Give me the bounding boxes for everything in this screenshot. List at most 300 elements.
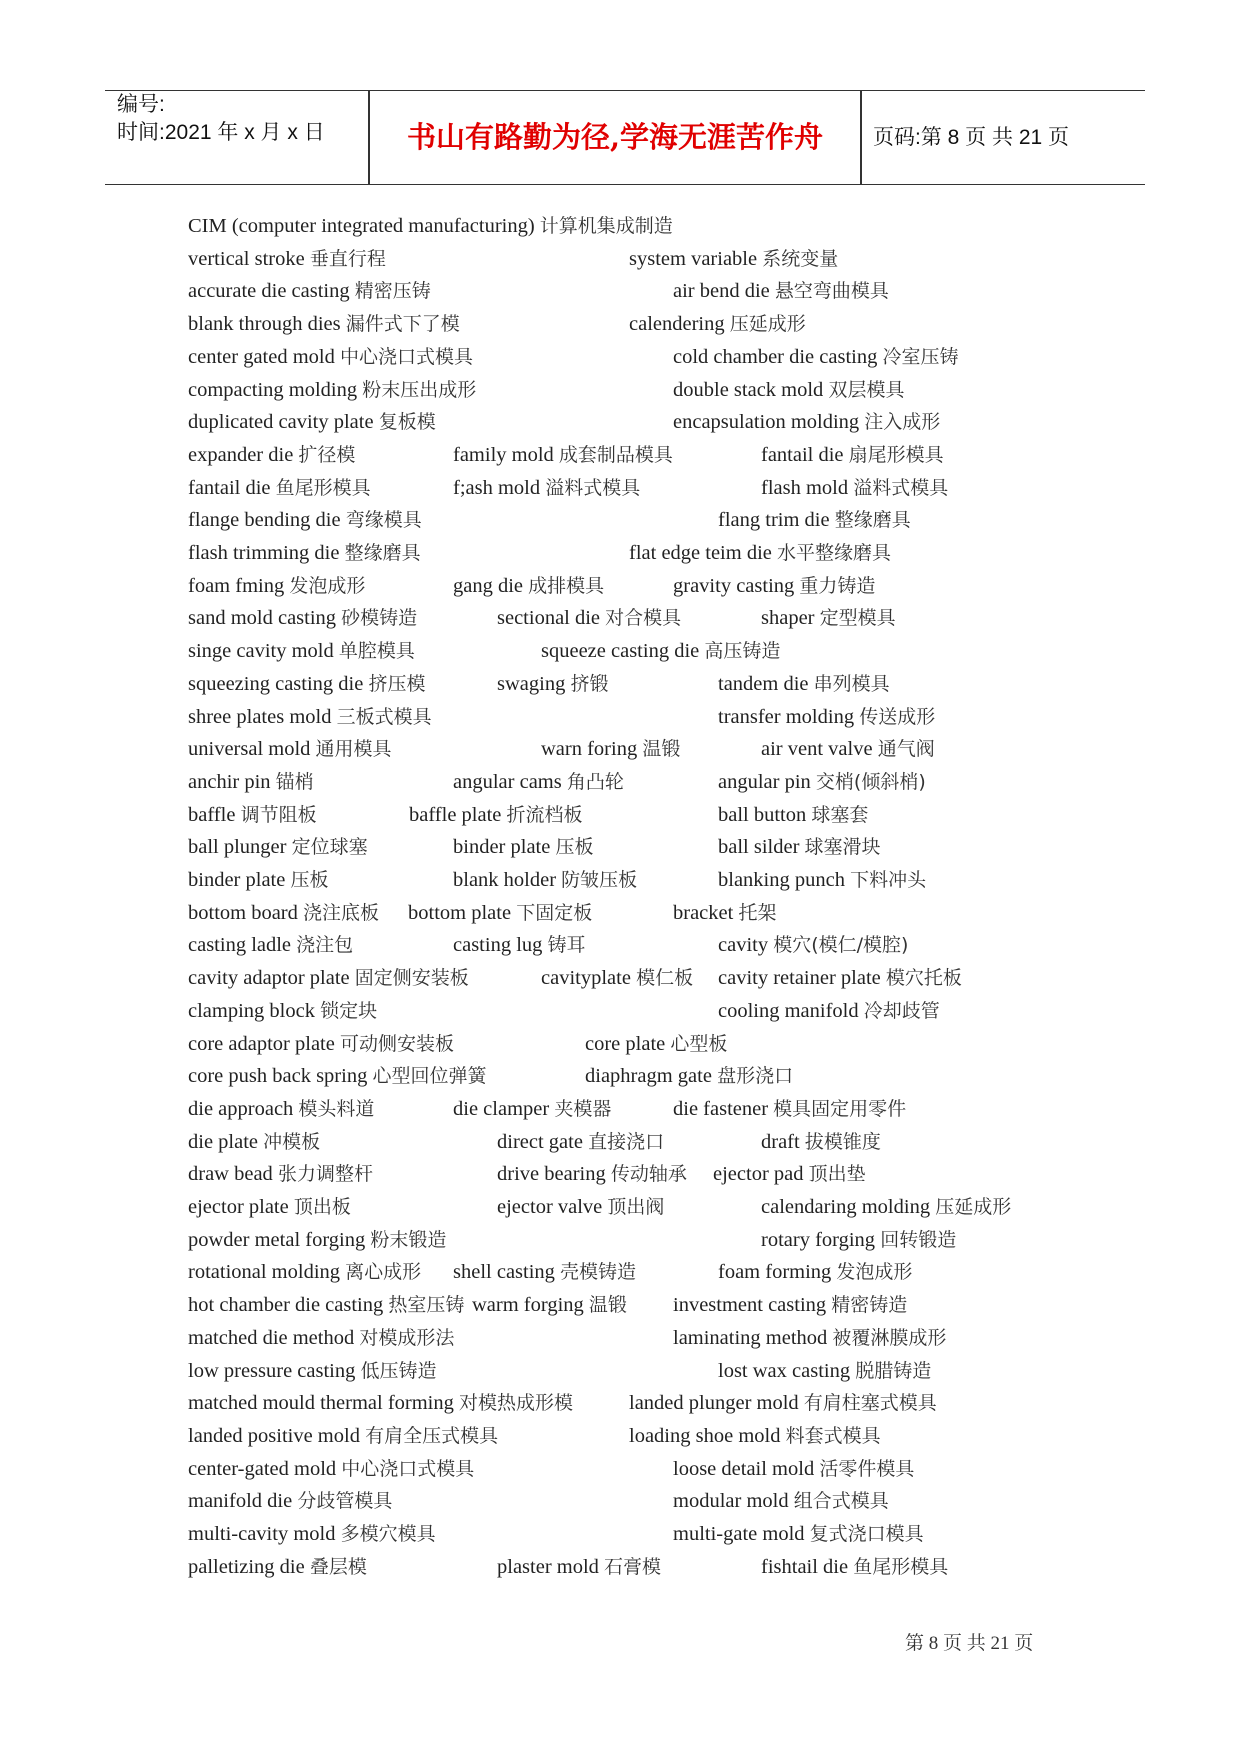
glossary-term bbox=[541, 636, 780, 666]
glossary-term bbox=[188, 1323, 454, 1353]
term-chinese: 复板模 bbox=[378, 411, 436, 434]
term-english: laminating method bbox=[673, 1326, 828, 1349]
glossary-term bbox=[188, 505, 422, 535]
term-english: family mold bbox=[453, 443, 554, 466]
term-english: drive bearing bbox=[497, 1163, 606, 1186]
term-chinese: 定位球塞 bbox=[291, 836, 368, 859]
term-chinese: 脱腊铸造 bbox=[855, 1359, 932, 1382]
glossary-term bbox=[188, 636, 415, 666]
term-chinese: 叠层模 bbox=[309, 1555, 367, 1578]
glossary-term bbox=[541, 734, 680, 764]
glossary-term bbox=[673, 342, 959, 372]
footer-page-number: 第 8 页 共 21 页 bbox=[905, 1633, 1034, 1654]
term-chinese: 双层模具 bbox=[828, 378, 905, 401]
glossary-term bbox=[629, 1421, 881, 1451]
glossary-term bbox=[761, 440, 944, 470]
glossary-term bbox=[629, 1388, 937, 1418]
term-chinese: 中心浇口式模具 bbox=[339, 345, 473, 368]
term-chinese: 通用模具 bbox=[315, 738, 392, 761]
term-chinese: 球塞套 bbox=[811, 803, 869, 826]
term-english: ejector pad bbox=[713, 1163, 804, 1186]
glossary-term bbox=[673, 1519, 924, 1549]
term-english: singe cavity mold bbox=[188, 640, 334, 663]
glossary-term bbox=[188, 1454, 474, 1484]
glossary-term bbox=[188, 603, 417, 633]
glossary-term bbox=[673, 276, 889, 306]
term-english: cooling manifold bbox=[718, 999, 859, 1022]
term-english: loose detail mold bbox=[673, 1457, 815, 1480]
term-english: blank through dies bbox=[188, 313, 341, 336]
glossary-term bbox=[497, 1159, 687, 1189]
term-english: matched die method bbox=[188, 1326, 355, 1349]
header-motto: 书山有路勤为径,学海无涯苦作舟 bbox=[406, 120, 824, 154]
term-english: tandem die bbox=[718, 672, 809, 695]
term-english: ball button bbox=[718, 803, 807, 826]
term-chinese: 压延成形 bbox=[729, 313, 806, 336]
term-chinese: 复式浇口模具 bbox=[809, 1523, 924, 1545]
term-chinese: 热室压铸 bbox=[388, 1294, 465, 1317]
glossary-term bbox=[497, 603, 681, 633]
term-english: fishtail die bbox=[761, 1555, 849, 1578]
glossary-term bbox=[541, 963, 693, 993]
term-chinese: 挤锻 bbox=[570, 672, 609, 695]
term-chinese: 可动侧安装板 bbox=[339, 1032, 454, 1055]
glossary-term bbox=[713, 1159, 866, 1189]
term-english: baffle plate bbox=[409, 803, 502, 826]
term-chinese: 注入成形 bbox=[864, 411, 941, 434]
term-chinese: 精密压铸 bbox=[354, 280, 431, 303]
term-english: bracket bbox=[673, 901, 734, 924]
term-chinese: 低压铸造 bbox=[360, 1359, 437, 1382]
term-english: squeeze casting die bbox=[541, 640, 700, 663]
page-header bbox=[105, 90, 1145, 185]
term-english: modular mold bbox=[673, 1490, 789, 1513]
glossary-term bbox=[188, 898, 379, 928]
term-chinese: 回转锻造 bbox=[880, 1228, 957, 1251]
term-chinese: 壳模铸造 bbox=[560, 1261, 637, 1284]
term-english: cavity bbox=[718, 934, 769, 957]
term-english: investment casting bbox=[673, 1294, 827, 1317]
glossary-term bbox=[188, 1159, 373, 1189]
term-english: cavity retainer plate bbox=[718, 967, 881, 990]
term-english: die plate bbox=[188, 1130, 259, 1153]
term-english: squeezing casting die bbox=[188, 672, 364, 695]
term-english: multi-cavity mold bbox=[188, 1523, 336, 1545]
term-english: f;ash mold bbox=[453, 476, 541, 499]
term-chinese: 石膏模 bbox=[604, 1555, 662, 1578]
term-english: rotational molding bbox=[188, 1261, 341, 1284]
glossary-term bbox=[718, 505, 911, 535]
glossary-term bbox=[497, 1552, 661, 1582]
term-chinese: 温锻 bbox=[642, 738, 681, 761]
term-chinese: 盘形浇口 bbox=[717, 1065, 794, 1088]
term-chinese: 铸耳 bbox=[547, 934, 586, 957]
time-label: 时间:2021 年 x 月 x 日 bbox=[117, 121, 325, 144]
term-english: manifold die bbox=[188, 1490, 293, 1513]
glossary-term bbox=[497, 1127, 664, 1157]
term-chinese: 精密铸造 bbox=[831, 1294, 908, 1317]
glossary-term bbox=[718, 963, 962, 993]
term-english: center-gated mold bbox=[188, 1457, 337, 1480]
glossary-term bbox=[453, 865, 637, 895]
glossary-term bbox=[188, 963, 469, 993]
term-english: cavity adaptor plate bbox=[188, 967, 350, 990]
glossary-list bbox=[188, 211, 1088, 1591]
term-english: blank holder bbox=[453, 869, 557, 891]
glossary-term bbox=[188, 1029, 454, 1059]
glossary-term bbox=[188, 440, 355, 470]
number-label: 编号: bbox=[117, 93, 165, 116]
glossary-term bbox=[718, 767, 926, 797]
glossary-term bbox=[761, 1192, 1011, 1222]
term-english: cold chamber die casting bbox=[673, 345, 878, 368]
glossary-term bbox=[718, 865, 926, 895]
term-chinese: 计算机集成制造 bbox=[539, 215, 673, 237]
term-english: binder plate bbox=[188, 869, 286, 891]
term-chinese: 发泡成形 bbox=[289, 574, 366, 597]
glossary-term bbox=[188, 702, 432, 732]
term-english: hot chamber die casting bbox=[188, 1294, 384, 1317]
glossary-term bbox=[497, 1192, 664, 1222]
glossary-term bbox=[188, 865, 328, 895]
term-english: bottom board bbox=[188, 901, 298, 924]
term-english: powder metal forging bbox=[188, 1228, 366, 1251]
term-chinese: 悬空弯曲模具 bbox=[774, 280, 889, 303]
term-chinese: 三板式模具 bbox=[336, 705, 432, 728]
term-english: sectional die bbox=[497, 607, 601, 630]
glossary-term bbox=[629, 538, 891, 568]
term-english: casting ladle bbox=[188, 934, 292, 957]
glossary-term bbox=[718, 669, 890, 699]
term-chinese: 离心成形 bbox=[345, 1261, 422, 1284]
term-english: ball plunger bbox=[188, 836, 287, 859]
glossary-term bbox=[761, 1552, 948, 1582]
glossary-term bbox=[761, 473, 948, 503]
glossary-term bbox=[188, 276, 431, 306]
term-chinese: 锁定块 bbox=[320, 999, 378, 1022]
term-chinese: 心型回位弹簧 bbox=[372, 1065, 487, 1088]
glossary-term bbox=[718, 800, 868, 830]
term-chinese: 通气阀 bbox=[877, 738, 935, 761]
glossary-term bbox=[453, 832, 593, 862]
term-chinese: 单腔模具 bbox=[338, 640, 415, 663]
term-chinese: 漏件式下了模 bbox=[345, 313, 460, 336]
glossary-term bbox=[761, 1225, 956, 1255]
term-chinese: 粉末压出成形 bbox=[362, 378, 477, 401]
term-english: fantail die bbox=[761, 443, 844, 466]
glossary-term bbox=[188, 538, 421, 568]
glossary-term bbox=[409, 800, 583, 830]
term-chinese: 扩径模 bbox=[298, 443, 356, 466]
glossary-term bbox=[673, 1486, 889, 1516]
glossary-term bbox=[188, 1257, 421, 1287]
term-chinese: 顶出板 bbox=[293, 1196, 351, 1218]
term-english: die clamper bbox=[453, 1097, 550, 1120]
term-chinese: 浇注底板 bbox=[303, 901, 380, 924]
glossary-term bbox=[718, 930, 908, 960]
term-chinese: 下料冲头 bbox=[850, 869, 927, 891]
term-english: casting lug bbox=[453, 934, 543, 957]
glossary-term bbox=[453, 1257, 636, 1287]
term-chinese: 多模穴模具 bbox=[340, 1523, 436, 1545]
term-chinese: 组合式模具 bbox=[793, 1490, 889, 1513]
glossary-term bbox=[453, 473, 640, 503]
term-chinese: 模头料道 bbox=[298, 1097, 375, 1120]
term-chinese: 水平整缘磨具 bbox=[777, 542, 892, 564]
term-english: multi-gate mold bbox=[673, 1523, 805, 1545]
glossary-term bbox=[188, 1127, 320, 1157]
term-english: flash mold bbox=[761, 476, 849, 499]
term-chinese: 成排模具 bbox=[528, 574, 605, 597]
term-chinese: 砂模铸造 bbox=[341, 607, 418, 630]
term-english: landed positive mold bbox=[188, 1424, 360, 1447]
glossary-term bbox=[673, 1454, 914, 1484]
term-english: sand mold casting bbox=[188, 607, 337, 630]
glossary-term bbox=[188, 1061, 486, 1091]
term-english: shell casting bbox=[453, 1261, 555, 1284]
term-chinese: 压板 bbox=[555, 836, 594, 859]
term-english: center gated mold bbox=[188, 345, 335, 368]
term-english: draw bead bbox=[188, 1163, 273, 1186]
term-english: transfer molding bbox=[718, 705, 855, 728]
term-chinese: 对合模具 bbox=[605, 607, 682, 630]
term-chinese: 球塞滑块 bbox=[804, 836, 881, 859]
glossary-term bbox=[673, 571, 875, 601]
term-chinese: 活零件模具 bbox=[819, 1457, 915, 1480]
term-chinese: 挤压模 bbox=[368, 672, 426, 695]
term-chinese: 交梢(倾斜梢) bbox=[815, 770, 926, 793]
term-chinese: 心型板 bbox=[670, 1032, 728, 1055]
glossary-term bbox=[629, 309, 806, 339]
term-chinese: 扇尾形模具 bbox=[848, 443, 944, 466]
glossary-term bbox=[188, 734, 392, 764]
term-english: air bend die bbox=[673, 280, 770, 303]
term-english: calendaring molding bbox=[761, 1196, 931, 1218]
glossary-term bbox=[453, 767, 624, 797]
term-english: cavityplate bbox=[541, 967, 631, 990]
term-english: foam forming bbox=[718, 1261, 832, 1284]
term-chinese: 鱼尾形模具 bbox=[275, 476, 371, 499]
glossary-term bbox=[453, 571, 604, 601]
glossary-term bbox=[472, 1290, 627, 1320]
term-english: ball silder bbox=[718, 836, 800, 859]
term-english: diaphragm gate bbox=[585, 1065, 712, 1088]
term-chinese: 高压铸造 bbox=[704, 640, 781, 663]
term-english: core push back spring bbox=[188, 1065, 368, 1088]
glossary-term bbox=[673, 375, 904, 405]
term-english: encapsulation molding bbox=[673, 411, 860, 434]
glossary-term bbox=[673, 1323, 946, 1353]
term-english: core plate bbox=[585, 1032, 666, 1055]
glossary-term bbox=[453, 1094, 611, 1124]
term-chinese: 有肩柱塞式模具 bbox=[803, 1392, 937, 1415]
term-chinese: 整缘磨具 bbox=[834, 509, 911, 532]
term-english: duplicated cavity plate bbox=[188, 411, 374, 434]
term-english: direct gate bbox=[497, 1130, 583, 1153]
term-english: lost wax casting bbox=[718, 1359, 851, 1382]
term-chinese: 对模成形法 bbox=[359, 1326, 455, 1349]
term-chinese: 托架 bbox=[738, 901, 777, 924]
term-chinese: 夹模器 bbox=[554, 1097, 612, 1120]
term-chinese: 压板 bbox=[290, 869, 329, 891]
term-english: anchir pin bbox=[188, 770, 271, 793]
term-chinese: 模穴托板 bbox=[885, 967, 962, 990]
glossary-term bbox=[453, 440, 673, 470]
term-chinese: 中心浇口式模具 bbox=[341, 1457, 475, 1480]
term-english: rotary forging bbox=[761, 1228, 876, 1251]
glossary-term bbox=[188, 473, 371, 503]
term-chinese: 串列模具 bbox=[813, 672, 890, 695]
term-english: die fastener bbox=[673, 1097, 769, 1120]
glossary-term bbox=[188, 309, 460, 339]
glossary-term bbox=[453, 930, 586, 960]
term-english: air vent valve bbox=[761, 738, 873, 761]
glossary-term bbox=[761, 603, 896, 633]
glossary-term bbox=[188, 1356, 437, 1386]
glossary-term bbox=[718, 1257, 912, 1287]
term-chinese: 调节阻板 bbox=[240, 803, 317, 826]
header-divider bbox=[860, 91, 862, 184]
term-chinese: 系统变量 bbox=[762, 247, 839, 270]
term-english: ejector plate bbox=[188, 1196, 289, 1218]
term-english: fantail die bbox=[188, 476, 271, 499]
term-english: calendering bbox=[629, 313, 725, 336]
term-english: gravity casting bbox=[673, 574, 795, 597]
term-english: baffle bbox=[188, 803, 236, 826]
glossary-term bbox=[188, 1421, 498, 1451]
term-english: loading shoe mold bbox=[629, 1424, 781, 1447]
term-chinese: 压延成形 bbox=[935, 1196, 1012, 1218]
header-left bbox=[117, 91, 325, 147]
term-chinese: 垂直行程 bbox=[309, 247, 386, 270]
glossary-term bbox=[188, 1094, 374, 1124]
term-chinese: 直接浇口 bbox=[588, 1130, 665, 1153]
glossary-term bbox=[188, 1225, 446, 1255]
term-chinese: 冷室压铸 bbox=[882, 345, 959, 368]
glossary-term bbox=[188, 342, 473, 372]
term-chinese: 固定侧安装板 bbox=[354, 967, 469, 990]
glossary-term bbox=[673, 898, 776, 928]
term-chinese: 冲模板 bbox=[263, 1130, 321, 1153]
glossary-term bbox=[188, 1192, 351, 1222]
term-chinese: 定型模具 bbox=[819, 607, 896, 630]
term-english: angular cams bbox=[453, 770, 562, 793]
term-chinese: 温锻 bbox=[588, 1294, 627, 1317]
glossary-term bbox=[629, 244, 838, 274]
term-english: plaster mold bbox=[497, 1555, 599, 1578]
glossary-term bbox=[761, 1127, 881, 1157]
term-english: warm forging bbox=[472, 1294, 584, 1317]
term-chinese: 发泡成形 bbox=[836, 1261, 913, 1284]
term-english: core adaptor plate bbox=[188, 1032, 335, 1055]
term-english: landed plunger mold bbox=[629, 1392, 799, 1415]
term-english: low pressure casting bbox=[188, 1359, 356, 1382]
term-english: blanking punch bbox=[718, 869, 845, 891]
glossary-term bbox=[188, 996, 377, 1026]
term-chinese: 溢料式模具 bbox=[853, 476, 949, 499]
term-english: shaper bbox=[761, 607, 815, 630]
term-english: system variable bbox=[629, 247, 758, 270]
glossary-term bbox=[718, 702, 935, 732]
term-english: universal mold bbox=[188, 738, 311, 761]
glossary-term bbox=[188, 1290, 464, 1320]
term-chinese: 被覆淋膜成形 bbox=[832, 1326, 947, 1349]
term-chinese: 分歧管模具 bbox=[297, 1490, 393, 1513]
term-chinese: 锚梢 bbox=[275, 770, 314, 793]
glossary-term bbox=[188, 930, 353, 960]
term-english: matched mould thermal forming bbox=[188, 1392, 454, 1415]
term-chinese: 传动轴承 bbox=[610, 1163, 687, 1186]
term-chinese: 下固定板 bbox=[516, 901, 593, 924]
term-english: accurate die casting bbox=[188, 280, 350, 303]
glossary-term bbox=[188, 1519, 436, 1549]
term-english: CIM (computer integrated manufacturing) bbox=[188, 215, 535, 237]
term-english: clamping block bbox=[188, 999, 315, 1022]
term-chinese: 浇注包 bbox=[296, 934, 354, 957]
term-english: gang die bbox=[453, 574, 524, 597]
term-chinese: 顶出阀 bbox=[607, 1196, 665, 1218]
glossary-term bbox=[585, 1029, 727, 1059]
term-english: ejector valve bbox=[497, 1196, 603, 1218]
glossary-term bbox=[188, 375, 476, 405]
term-english: draft bbox=[761, 1130, 800, 1153]
glossary-term bbox=[673, 407, 940, 437]
term-chinese: 模具固定用零件 bbox=[773, 1097, 907, 1120]
term-chinese: 模穴(模仁/模腔) bbox=[773, 934, 909, 957]
glossary-term bbox=[188, 767, 314, 797]
term-english: palletizing die bbox=[188, 1555, 305, 1578]
glossary-term bbox=[188, 571, 365, 601]
glossary-term bbox=[188, 407, 436, 437]
glossary-term bbox=[188, 669, 425, 699]
term-chinese: 折流档板 bbox=[506, 803, 583, 826]
term-chinese: 对模热成形模 bbox=[458, 1392, 573, 1415]
glossary-term bbox=[188, 800, 317, 830]
term-chinese: 料套式模具 bbox=[785, 1424, 881, 1447]
glossary-term bbox=[188, 832, 368, 862]
term-english: flash trimming die bbox=[188, 542, 340, 564]
term-english: expander die bbox=[188, 443, 294, 466]
glossary-term bbox=[188, 1486, 392, 1516]
term-chinese: 冷却歧管 bbox=[863, 999, 940, 1022]
term-english: die approach bbox=[188, 1097, 294, 1120]
term-chinese: 重力铸造 bbox=[799, 574, 876, 597]
term-chinese: 防皱压板 bbox=[561, 869, 638, 891]
term-english: flange bending die bbox=[188, 509, 341, 532]
term-chinese: 整缘磨具 bbox=[344, 542, 421, 564]
term-chinese: 张力调整杆 bbox=[277, 1163, 373, 1186]
glossary-term bbox=[585, 1061, 793, 1091]
term-english: warn foring bbox=[541, 738, 638, 761]
glossary-term bbox=[188, 211, 673, 241]
term-chinese: 模仁板 bbox=[636, 967, 694, 990]
term-chinese: 粉末锻造 bbox=[370, 1228, 447, 1251]
glossary-term bbox=[188, 1552, 367, 1582]
glossary-term bbox=[718, 832, 881, 862]
term-english: shree plates mold bbox=[188, 705, 332, 728]
term-english: angular pin bbox=[718, 770, 811, 793]
glossary-term bbox=[673, 1094, 906, 1124]
glossary-term bbox=[408, 898, 592, 928]
term-chinese: 溢料式模具 bbox=[545, 476, 641, 499]
glossary-term bbox=[718, 1356, 931, 1386]
glossary-term bbox=[497, 669, 608, 699]
term-chinese: 鱼尾形模具 bbox=[853, 1555, 949, 1578]
glossary-term bbox=[188, 244, 386, 274]
term-english: foam fming bbox=[188, 574, 285, 597]
glossary-term bbox=[673, 1290, 907, 1320]
term-chinese: 弯缘模具 bbox=[345, 509, 422, 532]
